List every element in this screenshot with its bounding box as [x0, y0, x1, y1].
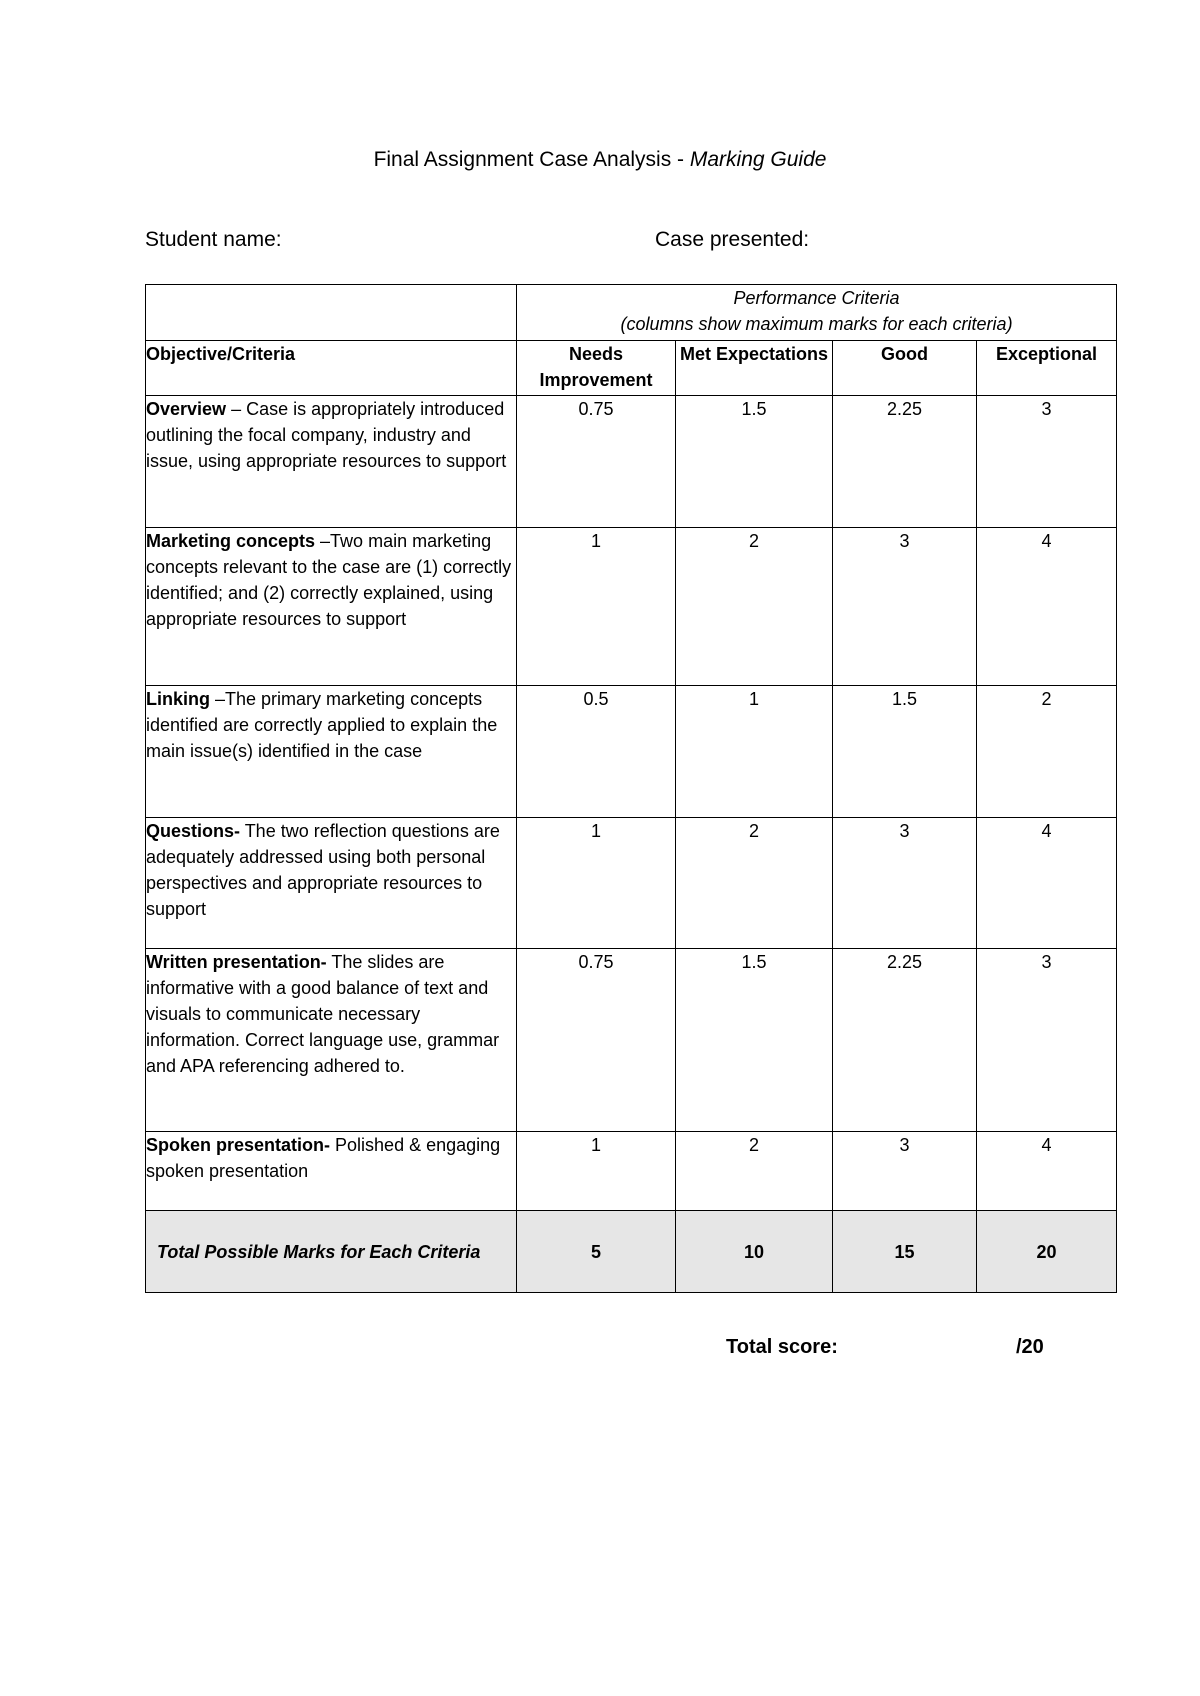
criteria-cell	[146, 1132, 517, 1211]
column-header: Exceptional	[977, 341, 1117, 396]
mark-cell: 2	[977, 686, 1117, 818]
student-name-label: Student name:	[145, 228, 282, 251]
title-italic: Marking Guide	[689, 148, 827, 171]
title-main: Final Assignment Case Analysis -	[373, 148, 690, 171]
mark-cell: 1	[676, 686, 833, 818]
criteria-row	[146, 818, 1117, 949]
mark-cell: 3	[977, 396, 1117, 528]
criteria-cell	[146, 396, 517, 528]
mark-cell: 2.25	[833, 396, 977, 528]
total-mark-cell: 5	[517, 1211, 676, 1293]
mark-cell: 1.5	[833, 686, 977, 818]
mark-cell: 1.5	[676, 396, 833, 528]
empty-header-cell	[146, 285, 517, 341]
criteria-name: Spoken presentation-	[146, 1135, 331, 1155]
criteria-description: –The primary marketing concepts identified are correctly applied to explain the main issue(s) identified in the case	[146, 689, 498, 761]
total-score-out-of: /20	[1016, 1336, 1044, 1358]
performance-criteria-header	[517, 285, 1117, 341]
mark-cell: 1.5	[676, 949, 833, 1132]
marking-guide-table	[145, 284, 1117, 1293]
criteria-name: Linking	[146, 689, 210, 709]
total-row	[146, 1211, 1117, 1293]
criteria-row	[146, 949, 1117, 1132]
criteria-row	[146, 686, 1117, 818]
column-header-row	[146, 341, 1117, 396]
total-mark-cell: 20	[977, 1211, 1117, 1293]
total-row-label: Total Possible Marks for Each Criteria	[146, 1211, 517, 1293]
total-score-label: Total score:	[726, 1336, 838, 1358]
criteria-cell	[146, 949, 517, 1132]
mark-cell: 4	[977, 818, 1117, 949]
page-title	[0, 148, 1200, 172]
criteria-cell	[146, 528, 517, 686]
criteria-description: – Case is appropriately introduced outlining the focal company, industry and issue, using appropriate resources to support	[146, 399, 507, 471]
criteria-row	[146, 528, 1117, 686]
mark-cell: 3	[833, 528, 977, 686]
mark-cell: 1	[517, 1132, 676, 1211]
mark-cell: 0.75	[517, 949, 676, 1132]
mark-cell: 2	[676, 1132, 833, 1211]
mark-cell: 2	[676, 818, 833, 949]
criteria-name: Overview	[146, 399, 227, 419]
total-mark-cell: 10	[676, 1211, 833, 1293]
criteria-name: Questions-	[146, 821, 241, 841]
criteria-description: Polished & engaging spoken presentation	[146, 1135, 501, 1181]
mark-cell: 4	[977, 528, 1117, 686]
column-header: Needs Improvement	[517, 341, 676, 396]
performance-criteria-title: Performance Criteria	[733, 288, 900, 308]
criteria-description: The slides are informative with a good balance of text and visuals to communicate necessary information. Correct language use, grammar and APA referencing adhered to.	[146, 952, 500, 1076]
criteria-row	[146, 396, 1117, 528]
mark-cell: 3	[833, 1132, 977, 1211]
criteria-description: –Two main marketing concepts relevant to the case are (1) correctly identified; and (2) correctly explained, using appropriate resources to support	[146, 531, 512, 629]
column-header: Met Expectations	[676, 341, 833, 396]
criteria-cell	[146, 686, 517, 818]
mark-cell: 1	[517, 818, 676, 949]
performance-header-row	[146, 285, 1117, 341]
total-mark-cell: 15	[833, 1211, 977, 1293]
mark-cell: 0.75	[517, 396, 676, 528]
mark-cell: 4	[977, 1132, 1117, 1211]
criteria-cell	[146, 818, 517, 949]
mark-cell: 3	[833, 818, 977, 949]
criteria-row	[146, 1132, 1117, 1211]
criteria-name: Marketing concepts	[146, 531, 316, 551]
performance-criteria-subtitle: (columns show maximum marks for each criteria)	[620, 314, 1013, 334]
objective-criteria-header: Objective/Criteria	[146, 341, 517, 396]
case-presented-label: Case presented:	[655, 228, 810, 251]
mark-cell: 1	[517, 528, 676, 686]
criteria-name: Written presentation-	[146, 952, 327, 972]
mark-cell: 2	[676, 528, 833, 686]
mark-cell: 0.5	[517, 686, 676, 818]
mark-cell: 2.25	[833, 949, 977, 1132]
mark-cell: 3	[977, 949, 1117, 1132]
column-header: Good	[833, 341, 977, 396]
criteria-description: The two reflection questions are adequately addressed using both personal perspectives and appropriate resources to support	[146, 821, 500, 919]
